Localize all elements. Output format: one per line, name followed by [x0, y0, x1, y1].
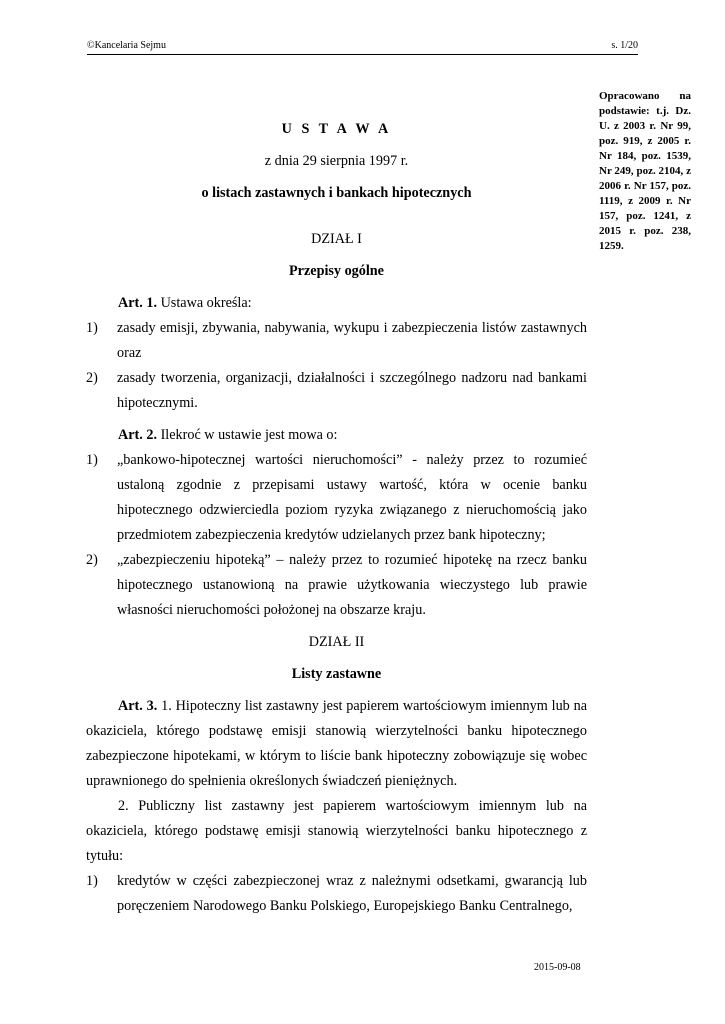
- header-page-number: s. 1/20: [611, 40, 638, 51]
- article-2-intro: Ilekroć w ustawie jest mowa o:: [157, 427, 338, 443]
- article-3-label: Art. 3.: [118, 698, 158, 714]
- section-1-label: DZIAŁ I: [311, 231, 362, 247]
- section-2-label: DZIAŁ II: [308, 634, 365, 650]
- item-text: „zabezpieczeniu hipoteką” – należy przez to rozumieć hipotekę na rzecz banku hipotecznego ustanowioną na prawie użytkowania wieczystego lub prawie własności nieruchomości położonej na obszarze kraju.: [117, 552, 587, 618]
- act-body: [86, 117, 587, 919]
- section-2-name: Listy zastawne: [291, 666, 382, 682]
- article-2-label: Art. 2.: [118, 427, 158, 443]
- article-1-item-2: [86, 366, 587, 416]
- item-number: 2): [86, 370, 98, 386]
- source-note: Opracowano na podstawie: t.j. Dz. U. z 2003 r. Nr 99, poz. 919, z 2005 r. Nr 184, poz. 1539, Nr 249, poz. 2104, z 2006 r. Nr 157, poz. 1119, z 2009 r. Nr 157, poz. 1241, z 2015 r. poz. 238, 1259.: [599, 90, 691, 252]
- article-2-item-2: [86, 548, 587, 623]
- item-text: kredytów w części zabezpieczonej wraz z należnymi odsetkami, gwarancją lub poręczeniem Narodowego Banku Polskiego, Europejskiego Banku Centralnego,: [117, 873, 587, 914]
- item-number: 1): [86, 873, 98, 889]
- item-number: 1): [86, 452, 98, 468]
- article-3-paragraph-2: 2. Publiczny list zastawny jest papierem wartościowym imiennym lub na okaziciela, którego podstawę emisji stanowią wierzytelności banku hipotecznego z tytułu:: [86, 798, 587, 864]
- article-1-intro: Ustawa określa:: [157, 295, 252, 311]
- article-2-item-1: [86, 448, 587, 548]
- article-1-label: Art. 1.: [118, 295, 158, 311]
- section-1-name: Przepisy ogólne: [289, 263, 384, 279]
- article-1: [86, 291, 587, 316]
- header-copyright: ©Kancelaria Sejmu: [87, 40, 166, 51]
- act-date: z dnia 29 sierpnia 1997 r.: [264, 153, 409, 169]
- article-1-item-1: [86, 316, 587, 366]
- act-subject: o listach zastawnych i bankach hipotecznych: [201, 185, 472, 201]
- article-3-item-1: [86, 869, 587, 919]
- page-header: [87, 40, 638, 55]
- article-3-text: 1. Hipoteczny list zastawny jest papierem wartościowym imiennym lub na okaziciela, którego podstawę emisji stanowią wierzytelności banku hipotecznego zabezpieczone hipotekami, w którym to liście bank hipoteczny zobowiązuje się wobec uprawnionego do spełnienia określonych świadczeń pieniężnych.: [86, 698, 587, 789]
- article-2: [86, 423, 587, 448]
- item-number: 1): [86, 320, 98, 336]
- footer-date: 2015-09-08: [534, 962, 581, 973]
- item-text: „bankowo-hipotecznej wartości nieruchomości” - należy przez to rozumieć ustaloną zgodnie z przepisami ustawy wartość, która w ocenie banku hipotecznego odzwierciedla poziom ryzyka związanego z nieruchomością jako przedmiotem zabezpieczenia kredytów udzielanych przez bank hipoteczny;: [117, 452, 587, 543]
- item-number: 2): [86, 552, 98, 568]
- item-text: zasady emisji, zbywania, nabywania, wykupu i zabezpieczenia listów zastawnych oraz: [117, 320, 587, 361]
- article-3-paragraph-1: [86, 694, 587, 794]
- item-text: zasady tworzenia, organizacji, działalności i szczególnego nadzoru nad bankami hipotecznymi.: [117, 370, 587, 411]
- act-title: U S T A W A: [281, 121, 392, 137]
